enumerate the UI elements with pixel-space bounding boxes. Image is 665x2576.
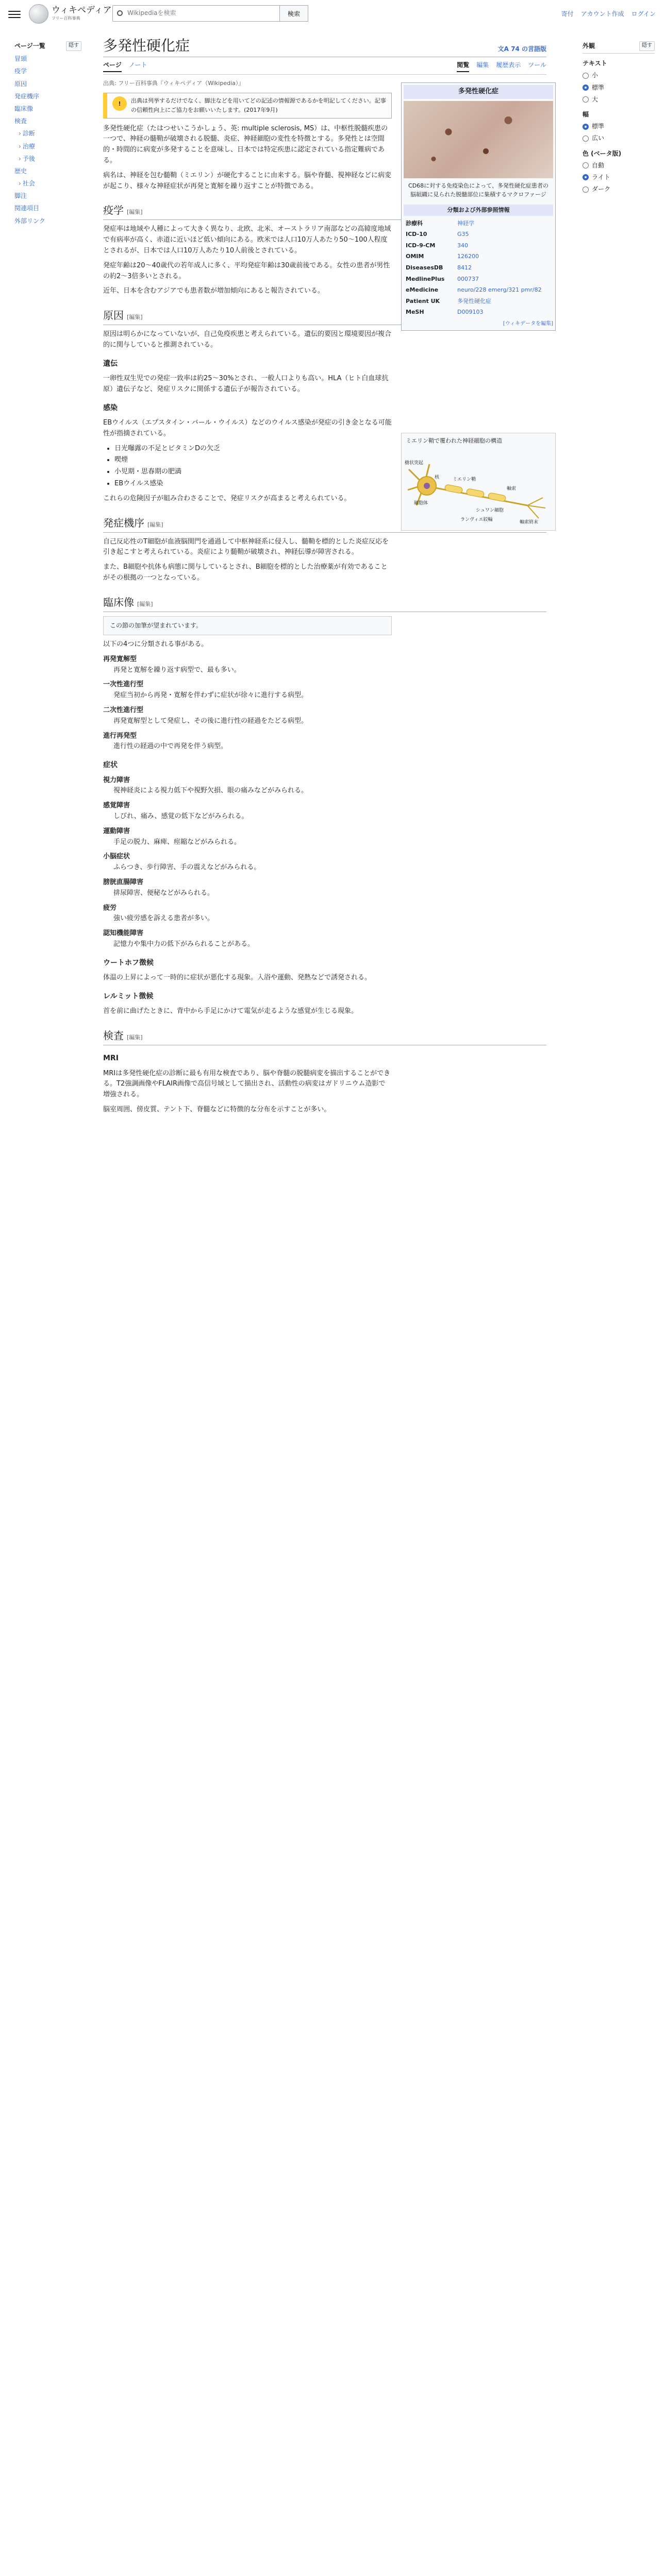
definition-term: 再発寛解型 xyxy=(103,655,137,663)
definition-term: 膀胱直腸障害 xyxy=(103,878,144,886)
label-terminal: 軸索終末 xyxy=(520,519,539,525)
tab-history[interactable]: 履歴表示 xyxy=(496,61,521,69)
definition-text: 視神経炎による視力低下や視野欠損、眼の痛みなどがみられる。 xyxy=(113,787,308,795)
radio-option[interactable] xyxy=(583,173,655,182)
toc-item[interactable]: › 社会 xyxy=(14,179,81,189)
toc-item[interactable]: 関連項目 xyxy=(14,205,40,212)
page-title: 多発性硬化症 xyxy=(103,37,190,54)
radio-label: 標準 xyxy=(592,123,605,130)
infobox-key: ICD-10 xyxy=(406,231,427,238)
infobox-row xyxy=(404,240,553,251)
search-form xyxy=(112,5,308,22)
infobox-value[interactable]: 8412 xyxy=(457,264,472,271)
definition-term: 疲労 xyxy=(103,904,117,912)
logo-tagline: フリー百科事典 xyxy=(52,15,80,21)
toc-item[interactable]: › 予後 xyxy=(14,154,81,164)
radio-button-icon[interactable] xyxy=(583,84,589,91)
definition-text: 再発寛解型として発症し、その後に進行性の経過をたどる病型。 xyxy=(113,717,308,725)
edit-section-link[interactable]: [編集] xyxy=(127,314,143,321)
paragraph: これらの危険因子が組み合わさることで、発症リスクが高まると考えられている。 xyxy=(103,494,351,502)
definition-term: 一次性進行型 xyxy=(103,681,144,689)
toc-item[interactable]: 臨床像 xyxy=(14,105,34,112)
neuron-figure xyxy=(401,433,556,531)
radio-option[interactable] xyxy=(583,95,655,105)
infobox-key: MeSH xyxy=(406,309,424,316)
infobox-value[interactable]: D009103 xyxy=(457,309,484,316)
subheading-symptoms: 症状 xyxy=(103,761,118,770)
definition-text: 進行性の経過の中で再発を伴う病型。 xyxy=(113,742,228,751)
label-dendrite: 樹状突起 xyxy=(405,460,424,466)
definition-term: 小脳症状 xyxy=(103,853,130,861)
text-size-label: テキスト xyxy=(583,60,607,67)
myelin-sheaths xyxy=(444,484,506,501)
paragraph: 脳室周囲、傍皮質、テント下、脊髄などに特徴的な分布を示すことが多い。 xyxy=(103,1105,331,1113)
axon-terminals xyxy=(527,498,545,518)
language-button[interactable]: 文A 74 の言語版 xyxy=(497,45,546,53)
paragraph: 体温の上昇によって一時的に症状が悪化する現象。入浴や運動、発熱などで誘発される。 xyxy=(103,974,372,982)
maintenance-notice xyxy=(103,93,392,118)
infobox-value[interactable]: 126200 xyxy=(457,253,479,260)
search-placeholder: Wikipediaを検索 xyxy=(127,9,176,17)
tab-page[interactable]: ページ xyxy=(103,60,122,72)
infobox-key: ICD-9-CM xyxy=(406,242,436,249)
neuron-caption: ミエリン鞘で覆われた神経細胞の構造 xyxy=(406,437,502,444)
infobox-row xyxy=(404,229,553,240)
definition-text: 排尿障害、便秘などがみられる。 xyxy=(113,889,214,897)
site-header xyxy=(0,0,665,29)
label-node: ランヴィエ絞輪 xyxy=(460,517,493,522)
width-label: 幅 xyxy=(583,110,589,118)
site-logo[interactable] xyxy=(29,4,112,24)
infobox-row xyxy=(404,274,553,285)
appearance-title: 外観 xyxy=(583,42,595,49)
definition-term: 運動障害 xyxy=(103,827,130,835)
infobox-row xyxy=(404,307,553,318)
radio-option[interactable] xyxy=(583,83,655,93)
histology-image[interactable] xyxy=(404,101,553,178)
radio-button-icon[interactable] xyxy=(583,162,589,168)
infobox-key: DiseasesDB xyxy=(406,264,443,271)
subheading-mri: MRI xyxy=(103,1054,119,1063)
tab-edit[interactable]: 編集 xyxy=(476,61,489,69)
color-options xyxy=(583,161,655,195)
toc-item[interactable]: › 診断 xyxy=(14,129,81,139)
symptom-list xyxy=(103,775,392,950)
definition-text: 発症当初から再発・寛解を伴わずに症状が徐々に進行する病型。 xyxy=(113,691,308,700)
label-cell-body: 細胞体 xyxy=(414,500,428,506)
infobox-key: OMIM xyxy=(406,253,424,260)
infobox-key: MedlinePlus xyxy=(406,275,445,282)
infobox-row xyxy=(404,296,553,307)
label-myelin: ミエリン鞘 xyxy=(453,477,476,482)
tab-tools[interactable]: ツール xyxy=(528,61,546,69)
user-links xyxy=(561,9,656,19)
search-input[interactable] xyxy=(112,5,279,22)
radio-label: 大 xyxy=(592,95,598,103)
paragraph: 一卵性双生児での発症一致率は約25〜30%とされ、一般人口よりも高い。HLA（ヒト白血球抗原）遺伝子など、発症リスクに関係する遺伝子が報告されている。 xyxy=(103,375,389,393)
radio-option[interactable] xyxy=(583,71,655,80)
paragraph: 自己反応性のT細胞が血液脳関門を通過して中枢神経系に侵入し、髄鞘を標的とした炎症反応を引き起こすと考えられている。炎症により髄鞘が破壊され、神経伝導が障害される。 xyxy=(103,537,389,556)
notice-text: 出典は列挙するだけでなく、脚注などを用いてどの記述の情報源であるかを明記してください。記事の信頼性向上にご協力をお願いいたします。(2017年9月) xyxy=(131,97,386,113)
infobox-row xyxy=(404,218,553,229)
list-item: • 日光曝露の不足とビタミンDの欠乏 xyxy=(114,444,392,454)
radio-label: 小 xyxy=(592,72,598,79)
radio-label: 広い xyxy=(592,134,605,142)
radio-label: 標準 xyxy=(592,83,605,91)
radio-button-icon[interactable] xyxy=(583,96,589,103)
appearance-panel xyxy=(583,41,655,196)
infobox-value[interactable]: neuro/228 emerg/321 pmr/82 xyxy=(457,286,542,294)
label-schwann: シュワン細胞 xyxy=(476,507,504,513)
radio-option[interactable] xyxy=(583,184,655,194)
create-account-link[interactable]: アカウント作成 xyxy=(580,10,624,18)
infobox-key: Patient UK xyxy=(406,297,440,304)
definition-term: 感覚障害 xyxy=(103,802,130,810)
login-link[interactable]: ログイン xyxy=(631,10,656,18)
donate-link[interactable]: 寄付 xyxy=(561,10,574,18)
main-menu-button[interactable] xyxy=(8,8,21,21)
label-axon: 軸索 xyxy=(507,486,517,492)
radio-option[interactable] xyxy=(583,161,655,171)
tab-read[interactable]: 閲覧 xyxy=(457,60,469,72)
infobox-value[interactable]: 000737 xyxy=(457,275,479,282)
edit-section-link[interactable]: [編集] xyxy=(137,600,153,607)
toc-item[interactable]: 疫学 xyxy=(14,67,27,75)
radio-button-icon[interactable] xyxy=(583,174,589,180)
section-heading-cause: 原因 [編集] xyxy=(103,307,546,325)
radio-label: 自動 xyxy=(592,161,605,169)
paragraph: 近年、日本を含むアジアでも患者数が増加傾向にあると報告されている。 xyxy=(103,287,324,295)
toc-item[interactable]: 発症機序 xyxy=(14,92,40,100)
radio-button-icon[interactable] xyxy=(583,135,589,142)
tab-talk[interactable]: ノート xyxy=(128,61,147,69)
infobox-key: eMedicine xyxy=(406,286,439,294)
site-tagline: 出典: フリー百科事典『ウィキペディア（Wikipedia）』 xyxy=(103,79,244,87)
risk-factor-list xyxy=(114,444,392,489)
section-heading-clinical: 臨床像 [編集] xyxy=(103,594,546,612)
paragraph: 原因は明らかになっていないが、自己免疫疾患と考えられている。遺伝的要因と環境要因が複合的に関与していると推測されている。 xyxy=(103,330,392,349)
definition-term: 視力障害 xyxy=(103,776,130,784)
radio-option[interactable] xyxy=(583,122,655,131)
section-heading-epidemiology: 疫学 [編集] xyxy=(103,202,546,220)
toc-item[interactable]: 外部リンク xyxy=(14,217,45,225)
label-nucleus: 核 xyxy=(435,474,440,480)
definition-text: 再発と寛解を繰り返す病型で、最も多い。 xyxy=(113,666,241,674)
search-icon xyxy=(117,10,123,16)
search-button[interactable]: 検索 xyxy=(279,5,308,22)
paragraph: MRIは多発性硬化症の診断に最も有用な検査であり、脳や脊髄の脱髄病変を描出することができる。T2強調画像やFLAIR画像で高信号域として描出され、活動性の病変はガドリニウム造影で増強される。 xyxy=(103,1069,391,1099)
paragraph: 首を前に曲げたときに、背中から手足にかけて電気が走るような感覚が生じる現象。 xyxy=(103,1007,358,1015)
radio-option[interactable] xyxy=(583,133,655,143)
toc-hide-button[interactable]: 隠す xyxy=(66,41,81,51)
list-item: • EBウイルス感染 xyxy=(114,479,392,489)
radio-button-icon[interactable] xyxy=(583,187,589,193)
classification-table xyxy=(404,218,553,318)
definition-term: 認知機能障害 xyxy=(103,929,144,938)
toc-item[interactable]: 脚注 xyxy=(14,192,27,200)
section-heading-pathogenesis: 発症機序 [編集] xyxy=(103,515,546,533)
radio-button-icon[interactable] xyxy=(583,124,589,130)
infobox-key: 診療科 xyxy=(406,219,423,227)
infobox-row xyxy=(404,262,553,274)
disease-type-list xyxy=(103,654,392,752)
radio-label: ライト xyxy=(592,173,610,181)
text-size-options xyxy=(583,71,655,105)
appearance-hide-button[interactable]: 隠す xyxy=(639,41,655,51)
paragraph: EBウイルス（エプスタイン・バール・ウイルス）などのウイルス感染が発症の引き金となる可能性が指摘されている。 xyxy=(103,419,392,437)
infobox-title: 多発性硬化症 xyxy=(404,85,553,99)
toc-item[interactable]: 原因 xyxy=(14,80,27,88)
intro-paragraph: 多発性硬化症（たはつせいこうかしょう、英: multiple sclerosis, MS）は、中枢性脱髄疾患の一つで、神経の髄鞘が破壊される脱髄、炎症、神経細胞の変性を特徴とする。多発性とは空間的・時間的に病変が多発することを意味し、日本では特定疾患に認定されている指定難病である。 xyxy=(103,124,388,164)
toc-title: ページ一覧 xyxy=(14,42,45,49)
width-options xyxy=(583,122,655,143)
toc-list xyxy=(14,54,81,226)
definition-text: 手足の脱力、麻痺、痙縮などがみられる。 xyxy=(113,838,241,846)
warning-icon: ! xyxy=(112,96,127,111)
toc-item[interactable]: 歴史 xyxy=(14,167,27,175)
edit-section-link[interactable]: [編集] xyxy=(127,1034,143,1041)
infobox xyxy=(401,82,556,331)
toc-item[interactable]: 冒頭 xyxy=(14,55,27,63)
edit-section-link[interactable]: [編集] xyxy=(127,209,143,216)
expand-section-notice: この節の加筆が望まれています。 xyxy=(103,616,392,635)
subheading-genetic: 遺伝 xyxy=(103,359,118,368)
color-label: 色 (ベータ版) xyxy=(583,149,622,157)
toc-item[interactable]: 検査 xyxy=(14,117,27,125)
radio-button-icon[interactable] xyxy=(583,73,589,79)
radio-label: ダーク xyxy=(592,185,611,193)
paragraph: 以下の4つに分類される事がある。 xyxy=(103,640,208,649)
list-item: • 小児期・思春期の肥満 xyxy=(114,467,392,478)
infobox-row xyxy=(404,251,553,262)
logo-wordmark: ウィキペディア xyxy=(52,5,112,16)
infobox-value[interactable]: 340 xyxy=(457,242,468,249)
paragraph: また、B細胞や抗体も病態に関与しているとされ、B細胞を標的とした治療薬が有効であることがその根拠の一つとなっている。 xyxy=(103,563,388,582)
paragraph: 発症年齢は20〜40歳代の若年成人に多く、平均発症年齢は30歳前後である。女性の患者が男性の約2〜3倍多いとされる。 xyxy=(103,261,390,280)
infobox-caption: CD68に対する免疫染色によって、多発性硬化症患者の脳組織に見られた脱髄部位に集積するマクロファージ xyxy=(408,182,548,198)
article-body xyxy=(103,124,392,1115)
toc-item[interactable]: › 治療 xyxy=(14,142,81,151)
table-of-contents xyxy=(14,41,81,229)
definition-text: 記憶力や集中力の低下がみられることがある。 xyxy=(113,940,255,948)
wikipedia-globe-icon xyxy=(29,4,48,24)
infobox-row xyxy=(404,284,553,296)
definition-text: しびれ、痛み、感覚の低下などがみられる。 xyxy=(113,812,248,820)
infobox-subheading: 分類および外部参照情報 xyxy=(404,205,553,216)
page-tabs xyxy=(103,60,546,75)
definition-term: 二次性進行型 xyxy=(103,706,144,715)
edit-section-link[interactable]: [編集] xyxy=(147,521,163,528)
intro-paragraph: 病名は、神経を包む髄鞘（ミエリン）が硬化することに由来する。脳や脊髄、視神経などに病変が起こり、様々な神経症状が再発と寛解を繰り返すことが特徴である。 xyxy=(103,171,392,190)
neuron-diagram[interactable] xyxy=(404,449,553,526)
infobox-value[interactable]: G35 xyxy=(457,231,469,238)
subheading-uhthoff: ウートホフ徴候 xyxy=(103,958,154,967)
definition-term: 進行再発型 xyxy=(103,732,137,740)
list-item: • 喫煙 xyxy=(114,455,392,466)
section-heading-exam: 検査 [編集] xyxy=(103,1027,546,1045)
infobox-value[interactable]: 神経学 xyxy=(457,219,474,227)
infobox-value[interactable]: 多発性硬化症 xyxy=(457,297,491,304)
edit-wikidata-link[interactable]: [ウィキデータを編集] xyxy=(503,320,553,327)
nucleus xyxy=(424,483,430,489)
definition-text: ふらつき、歩行障害、手の震えなどがみられる。 xyxy=(113,863,261,872)
subheading-infection: 感染 xyxy=(103,403,118,412)
subheading-lhermitte: レルミット徴候 xyxy=(103,992,154,1001)
paragraph: 発症率は地域や人種によって大きく異なり、北欧、北米、オーストラリア南部などの高緯度地域で有病率が高く、赤道に近いほど低い傾向にある。欧米では人口10万人あたり50〜100人程度とされるが、日本では人口10万人あたり10人前後とされている。 xyxy=(103,225,391,255)
definition-text: 強い疲労感を訴える患者が多い。 xyxy=(113,914,214,923)
